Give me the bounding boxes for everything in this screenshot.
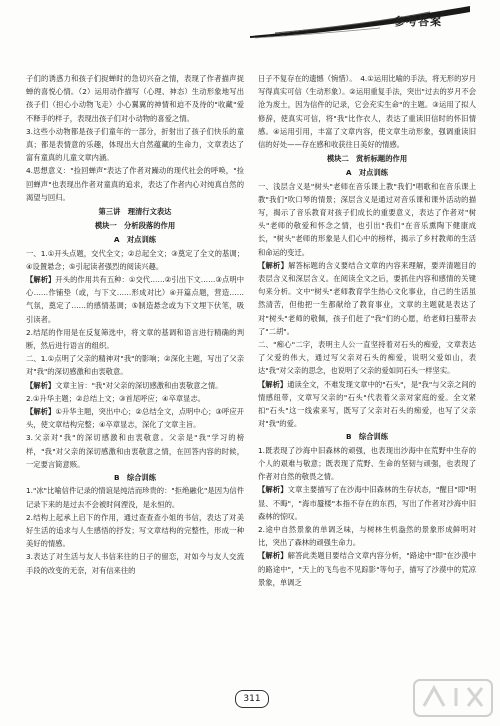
answer: 一、1.①开头点题，交代全文；②总起全文；③奠定了全文的基调；④设置悬念；⑤引起读者强烈的阅读兴趣。 — [26, 248, 244, 271]
analysis-label: 【解析】 — [26, 380, 56, 390]
left-column — [26, 72, 244, 577]
analysis-label: 【解析】 — [258, 551, 288, 561]
answer-analysis — [26, 379, 244, 392]
analysis-text: 解答此类题目要结合文章内容分析，"路途中"即"在沙漠中的路途中"，"天上的飞鸟也不见踪影"等句子，描写了沙漠中的荒凉景象，单调乏 — [258, 551, 476, 587]
answer: 二、1.①点明了父亲的精神对"我"的影响；②深化主题，写出了父亲对"我"的深切感激和由衷敬意。 — [26, 354, 244, 377]
right-column — [258, 72, 476, 589]
answer: 2.途中自然景象的单调乏味，与树林生机盎然的景象形成鲜明对比，突出了森林的顽强生命力。 — [258, 524, 476, 548]
answer-analysis — [258, 378, 476, 431]
paragraph: 日子不复存在的遗憾（惋惜）。 4.①运用比喻的手法，将无形的岁月写得真实可信（生动形象）。②运用重复手法，突出"过去的岁月不会沧为废土，因为信件的记录，它会充实生命"的主题。③运用了拟人修辞，使真实可信，将"我"比作衣人，表达了重读旧信时的怀旧情感。④运用引用，丰富了文章内容，使文章生动形象，强调重读旧信的好处——存在感和收获往日美好的情感。 — [258, 74, 476, 150]
answer-analysis — [26, 405, 244, 431]
answer: 1.既表现了沙海中旧森林的顽强，也表现出沙海中在荒野中生存的个人的艰难与敬意；既表现了荒野、生命的坚韧与顽强，也表现了作者对自然的敬畏之情。 — [258, 445, 476, 482]
analysis-text: 解答标题的含义要结合文章的内容来理解，要弄清题目的表层含义和深层含义。在阅读全文之后，要抓住内容和感情的关键句来分析。文中"树头"老师教育学生热心文化事业，自己的生活虽然清苦，但他把一生都献给了教育事业，文章的主题就是表达了对"树头"老师的敬佩，孩子们赶了"我"们的心愿，给老师扫墓带去了"二胡"。 — [258, 260, 477, 336]
answer-analysis — [258, 483, 476, 523]
analysis-label: 【解析】 — [26, 275, 56, 285]
page-number: 311 — [235, 690, 269, 708]
header-title: 参考答案 — [394, 15, 442, 28]
module-title: 模块二 赏析标题的作用 — [326, 154, 408, 164]
answer: 1."冰"比喻信件记录的情谊是纯洁而珍贵的："拒绝融化"是因为信件记录下来的是过去不会被时间湮没，是永恒的。 — [26, 486, 244, 509]
answer: 一、浅层含义是"树头"老师在音乐课上教"我们"唱歌和在音乐课上教"我们"吹口琴的情景；深层含义是通过对音乐课和课外活动的描写，揭示了音乐教育对孩子们成长的重要意义，表达了作者对"树头"老师的敬爱和怀念之情，也引出"我们"在音乐熏陶下健康成长，"树头"老师的形象是人们心中的榜样，揭示了乡村教师的生活和命运的变迁。 — [258, 181, 476, 257]
analysis-text: 文章主旨："我"对父亲的深切感激和由衷敬意之情。 — [55, 380, 223, 390]
watermark-logo-icon — [412, 676, 494, 720]
analysis-text: 开头的作用共有五种：①交代……②引出下文……③点明中心……作铺垫（或，与下文……形成对比）④开篇点题，营造……气氛，奠定了……的感情基调；⑤制造悬念或为下文埋下伏笔，吸引读者。 — [26, 275, 244, 324]
answer: 2.结尾的作用是在反复筛选中，将文章的基调和语言进行精确的判断，然后进行语言的组织。 — [26, 327, 244, 351]
section-title: B 综合训练 — [345, 432, 389, 442]
paragraph: 4.思想意义："捡回蝉声"表达了作者对躁动的现代社会的呼唤，"捡回蝉声"也表现出作者对童真的追求，表达了作者内心对纯真自然的渴望与回归。 — [26, 166, 244, 202]
answer: 3.表达了对生活与友人书信来往的日子的留恋，对如今与友人交流手段的改变的无奈，对有信来往的 — [26, 552, 244, 575]
analysis-label: 【解析】 — [258, 260, 289, 270]
answer: 2.①升华主题；②总结上文；③首尾呼应；④卒章显志。 — [26, 393, 206, 403]
analysis-text: ①升华主题，突出中心；②总结全文，点明中心；③呼应开头，使文章结构完整；④卒章显志，深化了文章主旨。 — [26, 407, 244, 430]
analysis-text: 文章主要描写了在沙海中旧森林的生存状态，"醒目"即"明显、不晦"，"海市蜃楼"本指不存在的东西，写出了作者对沙海中旧森林的惊叹。 — [258, 485, 476, 521]
module-title: 模块一 分析段落的作用 — [94, 221, 176, 231]
paragraph: 子们的诱惑力和孩子们捉蝉时的急切兴奋之情，表现了作者描声捉蝉的喜悦心情。（2）运用动作描写（心理、神态）生动形象地写出孩子们（担心小动物飞走）小心翼翼的神情和迫不及待的"收藏"爱不释手的样子，表现出孩子们对小动物的喜爱之情。 — [26, 74, 244, 123]
analysis-label: 【解析】 — [258, 379, 288, 389]
answer: 3.父亲对"我"的深切感激和由衷敬意。父亲是"我"学习的榜样，"我"对父亲的深切感激和由衷敬意之情，在回答内容的时候，一定要言简意赅。 — [26, 433, 244, 469]
section-title: B 综合训练 — [113, 473, 157, 483]
analysis-label: 【解析】 — [258, 485, 288, 495]
analysis-label: 【解析】 — [26, 407, 56, 417]
lecture-title: 第三讲 理清行文表达 — [98, 207, 172, 217]
answer: 二、"痴心"二字，表明主人公一直坚持着对石头的痴爱，文章表达了父爱的伟大，通过写父亲对石头的痴爱，说明父爱如山，表达"我"对父亲的思念，也说明了父亲的爱如同石头一样坚实。 — [258, 340, 476, 376]
answer: 2.结构上起承上启下的作用，通过查查查小姐的书信，表达了对美好生活的追求与人生感悟的抒发；写文章结构的完整性，形成一种美好的情感。 — [26, 512, 244, 549]
section-title: A 对点训练 — [345, 168, 389, 178]
analysis-text: 通读全文，不难发现文章中的"石头"，是"我"与父亲之间的情感纽带，文章写父亲的"石头"代表着父亲对家庭的爱。全文紧扣"石头"这一线索来写，既写了父亲对石头的痴爱，也写了父亲对"我"的爱。 — [258, 379, 477, 429]
answer-analysis — [258, 259, 476, 338]
answer-analysis — [26, 273, 244, 326]
paragraph: 3.这些小动物都是孩子们童年的一部分，折射出了孩子们快乐的童真；都是表情意的乐趣，体现出大自然蕴藏的生命力，文章表达了富有童真的儿童文章内涵。 — [26, 126, 244, 163]
answer-analysis — [258, 549, 476, 589]
section-title: A 对点训练 — [113, 235, 157, 245]
